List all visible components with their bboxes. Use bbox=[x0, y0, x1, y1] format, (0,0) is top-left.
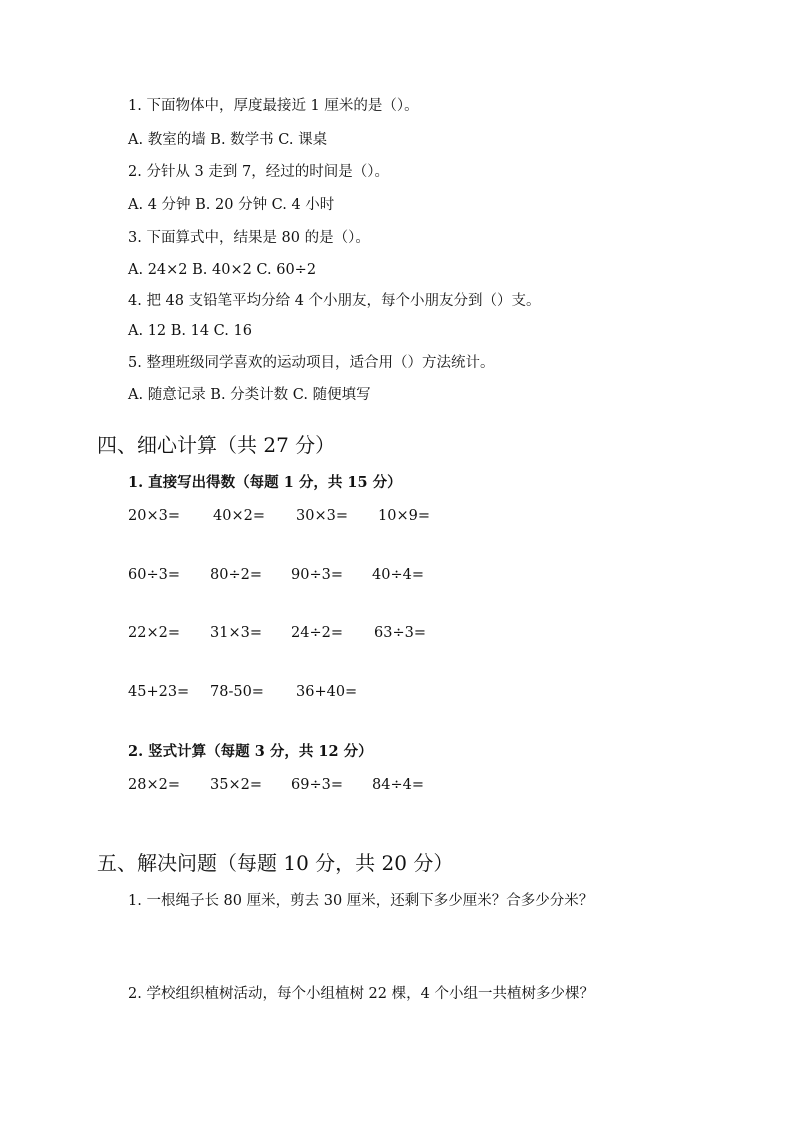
choice-options-5: A. 随意记录 B. 分类计数 C. 随便填写 bbox=[128, 387, 371, 403]
choice-question-2: 2. 分针从 3 走到 7，经过的时间是（）。 bbox=[128, 164, 389, 180]
choice-question-1: 1. 下面物体中，厚度最接近 1 厘米的是（）。 bbox=[128, 98, 419, 114]
word-problem-1: 1. 一根绳子长 80 厘米，剪去 30 厘米，还剩下多少厘米？合多少分米？ bbox=[128, 893, 594, 909]
word-problem-2: 2. 学校组织植树活动，每个小组植树 22 棵，4 个小组一共植树多少棵？ bbox=[128, 986, 594, 1002]
calc-item: 36+40= bbox=[296, 684, 358, 700]
vertical-calc-item: 35×2= bbox=[210, 777, 262, 793]
choice-options-4: A. 12 B. 14 C. 16 bbox=[128, 323, 252, 339]
calc-item: 30×3= bbox=[296, 508, 348, 524]
vertical-calc-item: 84÷4= bbox=[372, 777, 424, 793]
calc-item: 45+23= bbox=[128, 684, 190, 700]
section-4-title: 四、细心计算（共 27 分） bbox=[97, 433, 336, 457]
calc-item: 40÷4= bbox=[372, 567, 424, 583]
choice-question-5: 5. 整理班级同学喜欢的运动项目，适合用（）方法统计。 bbox=[128, 355, 495, 371]
choice-options-1: A. 教室的墙 B. 数学书 C. 课桌 bbox=[128, 132, 328, 148]
choice-options-3: A. 24×2 B. 40×2 C. 60÷2 bbox=[128, 262, 317, 278]
calc-item: 20×3= bbox=[128, 508, 180, 524]
calc-item: 10×9= bbox=[378, 508, 430, 524]
calc-item: 31×3= bbox=[210, 625, 262, 641]
vertical-calc-item: 69÷3= bbox=[291, 777, 343, 793]
calc-item: 80÷2= bbox=[210, 567, 262, 583]
choice-question-4: 4. 把 48 支铅笔平均分给 4 个小朋友，每个小朋友分到（）支。 bbox=[128, 293, 541, 309]
section-5-title: 五、解决问题（每题 10 分，共 20 分） bbox=[97, 851, 454, 875]
choice-options-2: A. 4 分钟 B. 20 分钟 C. 4 小时 bbox=[128, 197, 335, 213]
choice-question-3: 3. 下面算式中，结果是 80 的是（）。 bbox=[128, 230, 370, 246]
calc-item: 60÷3= bbox=[128, 567, 180, 583]
calc-item: 22×2= bbox=[128, 625, 180, 641]
section-4-part-2-title: 2. 竖式计算（每题 3 分，共 12 分） bbox=[128, 743, 373, 760]
calc-item: 40×2= bbox=[213, 508, 265, 524]
section-4-part-1-title: 1. 直接写出得数（每题 1 分，共 15 分） bbox=[128, 474, 402, 491]
vertical-calc-item: 28×2= bbox=[128, 777, 180, 793]
calc-item: 78-50= bbox=[210, 684, 264, 700]
calc-item: 24÷2= bbox=[291, 625, 343, 641]
calc-item: 90÷3= bbox=[291, 567, 343, 583]
calc-item: 63÷3= bbox=[374, 625, 426, 641]
